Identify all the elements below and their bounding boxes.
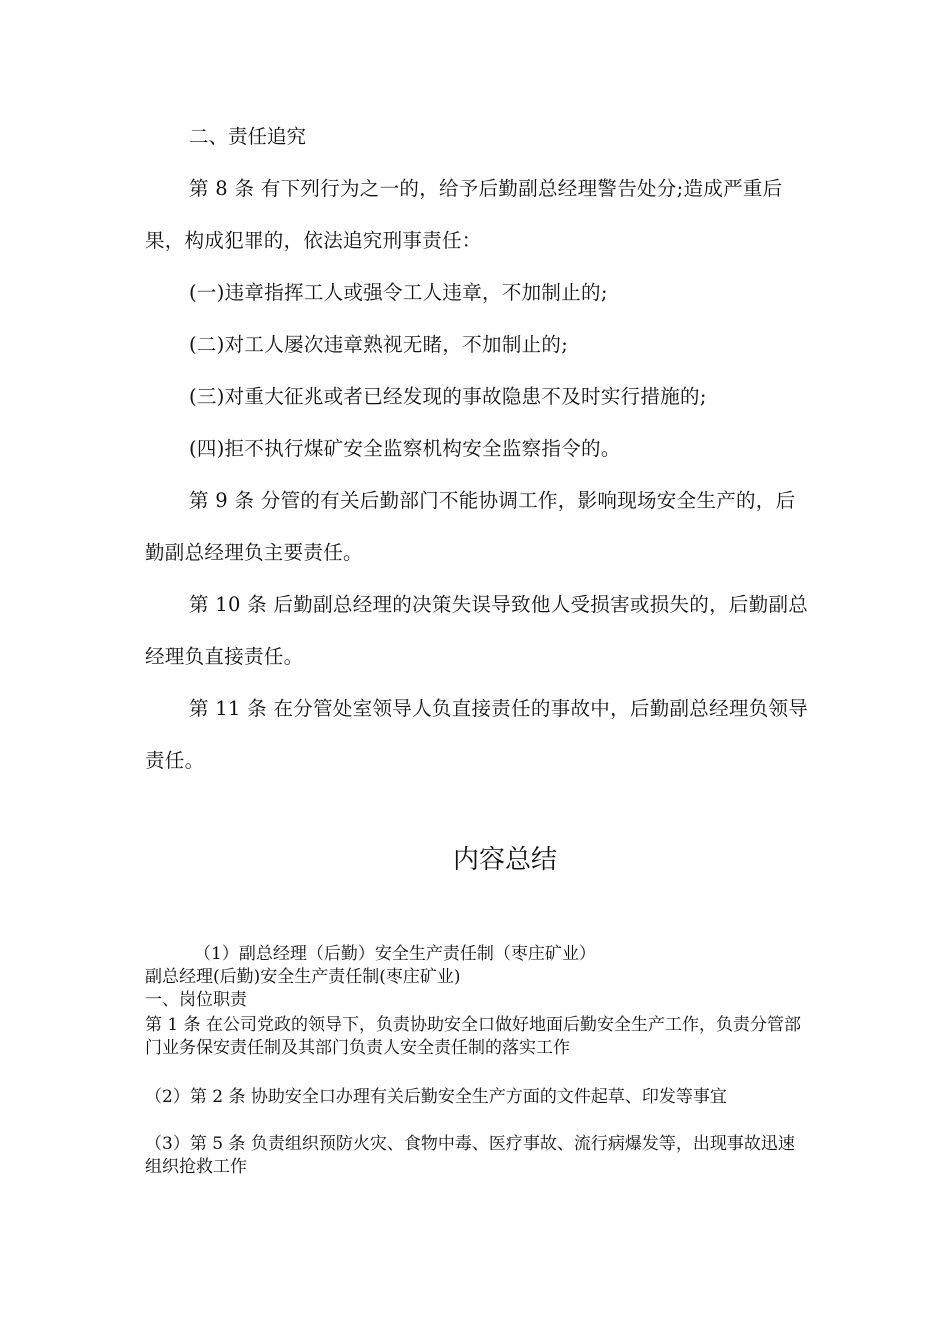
article-8-paragraph: 第 8 条 有下列行为之一的，给予后勤副总经理警告处分;造成严重后果，构成犯罪的，依法追究刑事责任：: [145, 177, 783, 252]
summary-title: 内容总结: [452, 845, 557, 875]
item-1-paragraph: (一)违章指挥工人或强令工人违章，不加制止的;: [189, 281, 608, 304]
section-heading: 二、责任追究: [189, 125, 307, 148]
summary-line-1: （1）副总经理（后勤）安全生产责任制（枣庄矿业）: [194, 944, 596, 964]
item-4-paragraph: (四)拒不执行煤矿安全监察机构安全监察指令的。: [189, 437, 621, 460]
article-9-paragraph: 第 9 条 分管的有关后勤部门不能协调工作，影响现场安全生产的，后勤副总经理负主要责任。: [145, 489, 796, 564]
summary-line-6: （3）第 5 条 负责组织预防火灾、食物中毒、医疗事故、流行病爆发等，出现事故迅速组织抢救工作: [145, 1134, 795, 1177]
summary-line-3: 一、岗位职责: [145, 990, 247, 1010]
article-11-paragraph: 第 11 条 在分管处室领导人负直接责任的事故中，后勤副总经理负领导责任。: [145, 697, 809, 772]
summary-line-4: 第 1 条 在公司党政的领导下，负责协助安全口做好地面后勤安全生产工作，负责分管部门业务保安责任制及其部门负责人安全责任制的落实工作: [145, 1015, 802, 1058]
summary-line-5: （2）第 2 条 协助安全口办理有关后勤安全生产方面的文件起草、印发等事宜: [145, 1087, 727, 1107]
item-2-paragraph: (二)对工人屡次违章熟视无睹，不加制止的;: [189, 333, 569, 356]
item-3-paragraph: (三)对重大征兆或者已经发现的事故隐患不及时实行措施的;: [189, 385, 707, 408]
article-10-paragraph: 第 10 条 后勤副总经理的决策失误导致他人受损害或损失的，后勤副总经理负直接责任。: [145, 593, 809, 668]
summary-line-2: 副总经理(后勤)安全生产责任制(枣庄矿业): [145, 967, 461, 987]
